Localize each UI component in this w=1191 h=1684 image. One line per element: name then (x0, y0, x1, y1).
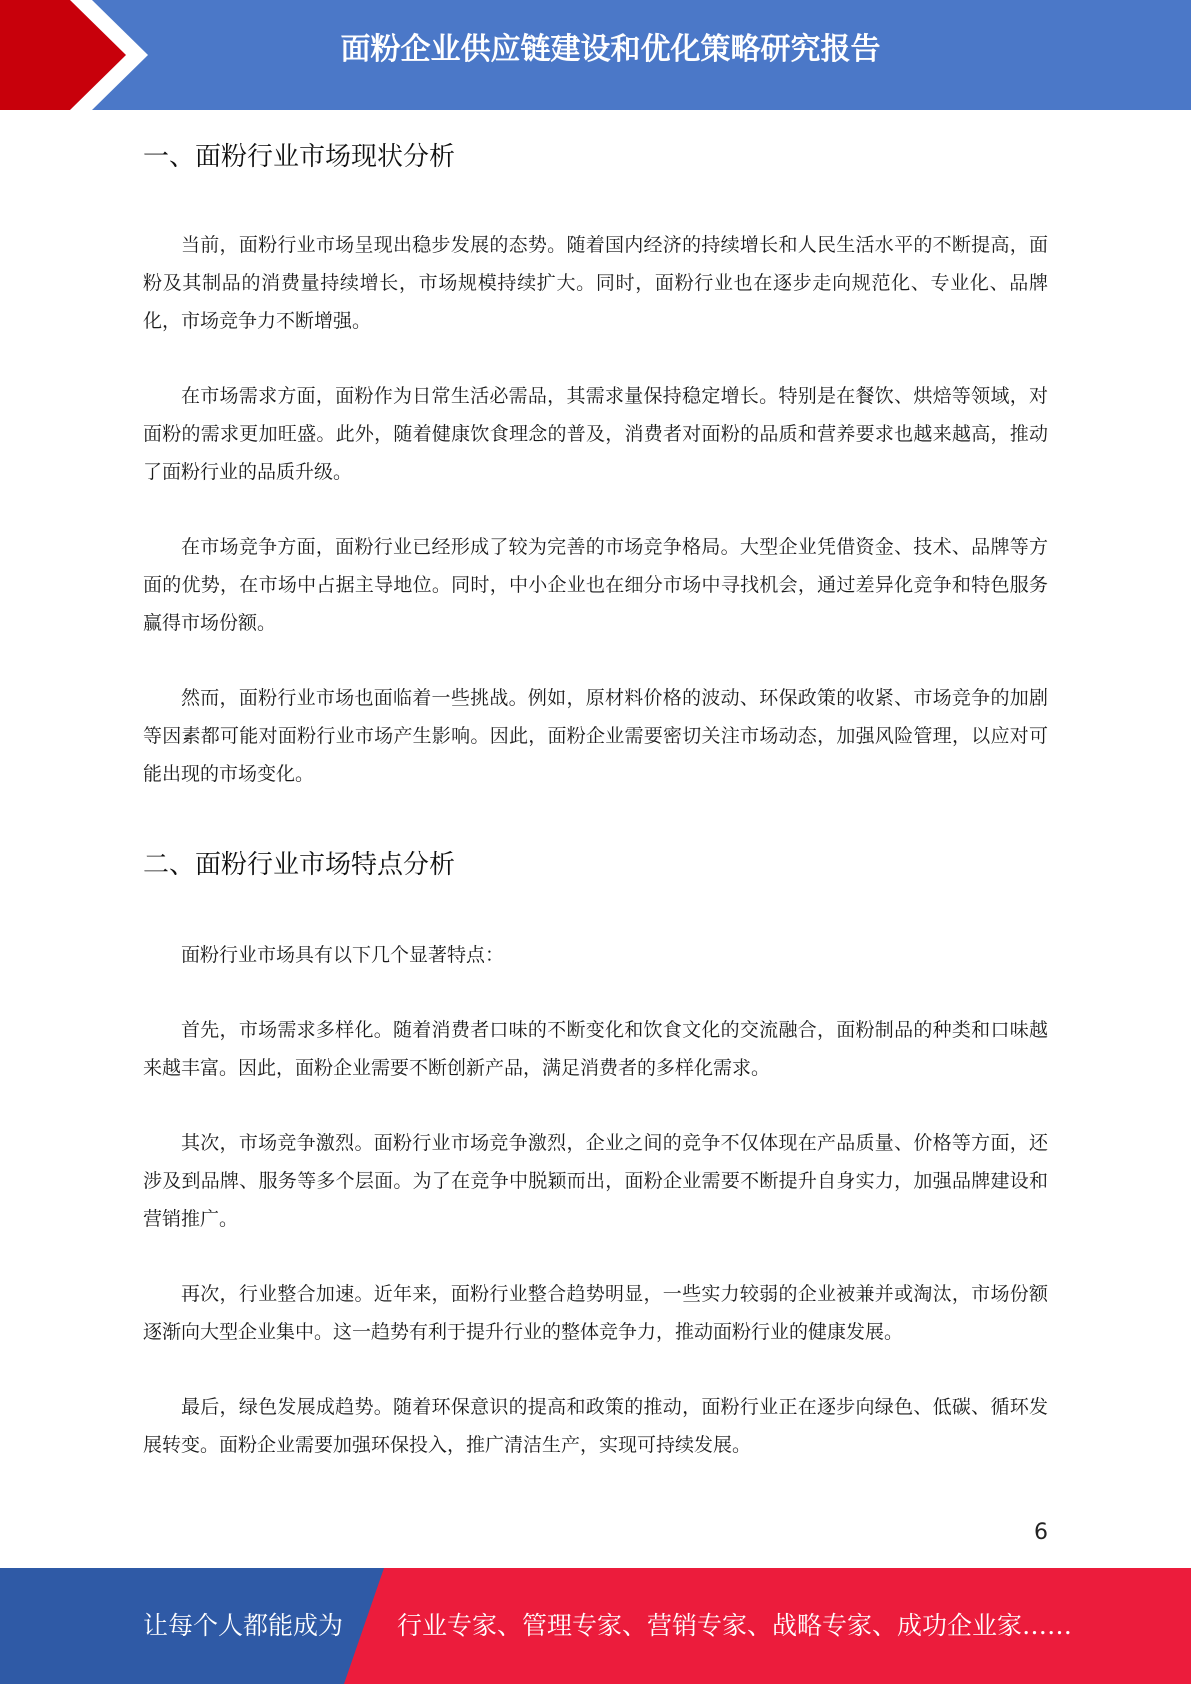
paragraph: 在市场需求方面，面粉作为日常生活必需品，其需求量保持稳定增长。特别是在餐饮、烘焙等领域，对面粉的需求更加旺盛。此外，随着健康饮食理念的普及，消费者对面粉的品质和营养要求也越来越高，推动了面粉行业的品质升级。 (143, 385, 1048, 483)
paragraph: 首先，市场需求多样化。随着消费者口味的不断变化和饮食文化的交流融合，面粉制品的种类和口味越来越丰富。因此，面粉企业需要不断创新产品，满足消费者的多样化需求。 (143, 1019, 1048, 1079)
section-heading-1: 一、面粉行业市场现状分析 (143, 142, 456, 172)
paragraph: 其次，市场竞争激烈。面粉行业市场竞争激烈，企业之间的竞争不仅体现在产品质量、价格等方面，还涉及到品牌、服务等多个层面。为了在竞争中脱颖而出，面粉企业需要不断提升自身实力，加强品牌建设和营销推广。 (143, 1132, 1048, 1230)
section-2-body (143, 936, 1048, 1501)
section-1-body (143, 226, 1048, 830)
page-number: 6 (1034, 1520, 1048, 1545)
paragraph: 最后，绿色发展成趋势。随着环保意识的提高和政策的推动，面粉行业正在逐步向绿色、低碳、循环发展转变。面粉企业需要加强环保投入，推广清洁生产，实现可持续发展。 (143, 1396, 1048, 1456)
footer-slogan-left: 让每个人都能成为 (143, 1611, 344, 1640)
footer-slogan-right: 行业专家、管理专家、营销专家、战略专家、成功企业家…… (397, 1611, 1073, 1640)
paragraph: 面粉行业市场具有以下几个显著特点： (181, 944, 505, 966)
paragraph: 当前，面粉行业市场呈现出稳步发展的态势。随着国内经济的持续增长和人民生活水平的不断提高，面粉及其制品的消费量持续增长，市场规模持续扩大。同时，面粉行业也在逐步走向规范化、专业化、品牌化，市场竞争力不断增强。 (143, 234, 1048, 332)
paragraph: 再次，行业整合加速。近年来，面粉行业整合趋势明显，一些实力较弱的企业被兼并或淘汰，市场份额逐渐向大型企业集中。这一趋势有利于提升行业的整体竞争力，推动面粉行业的健康发展。 (143, 1283, 1048, 1343)
section-heading-2: 二、面粉行业市场特点分析 (143, 850, 456, 880)
report-title: 面粉企业供应链建设和优化策略研究报告 (340, 32, 881, 67)
paragraph: 然而，面粉行业市场也面临着一些挑战。例如，原材料价格的波动、环保政策的收紧、市场竞争的加剧等因素都可能对面粉行业市场产生影响。因此，面粉企业需要密切关注市场动态，加强风险管理，以应对可能出现的市场变化。 (143, 687, 1048, 785)
paragraph: 在市场竞争方面，面粉行业已经形成了较为完善的市场竞争格局。大型企业凭借资金、技术、品牌等方面的优势，在市场中占据主导地位。同时，中小企业也在细分市场中寻找机会，通过差异化竞争和特色服务赢得市场份额。 (143, 536, 1048, 634)
footer-band (0, 1568, 1191, 1684)
